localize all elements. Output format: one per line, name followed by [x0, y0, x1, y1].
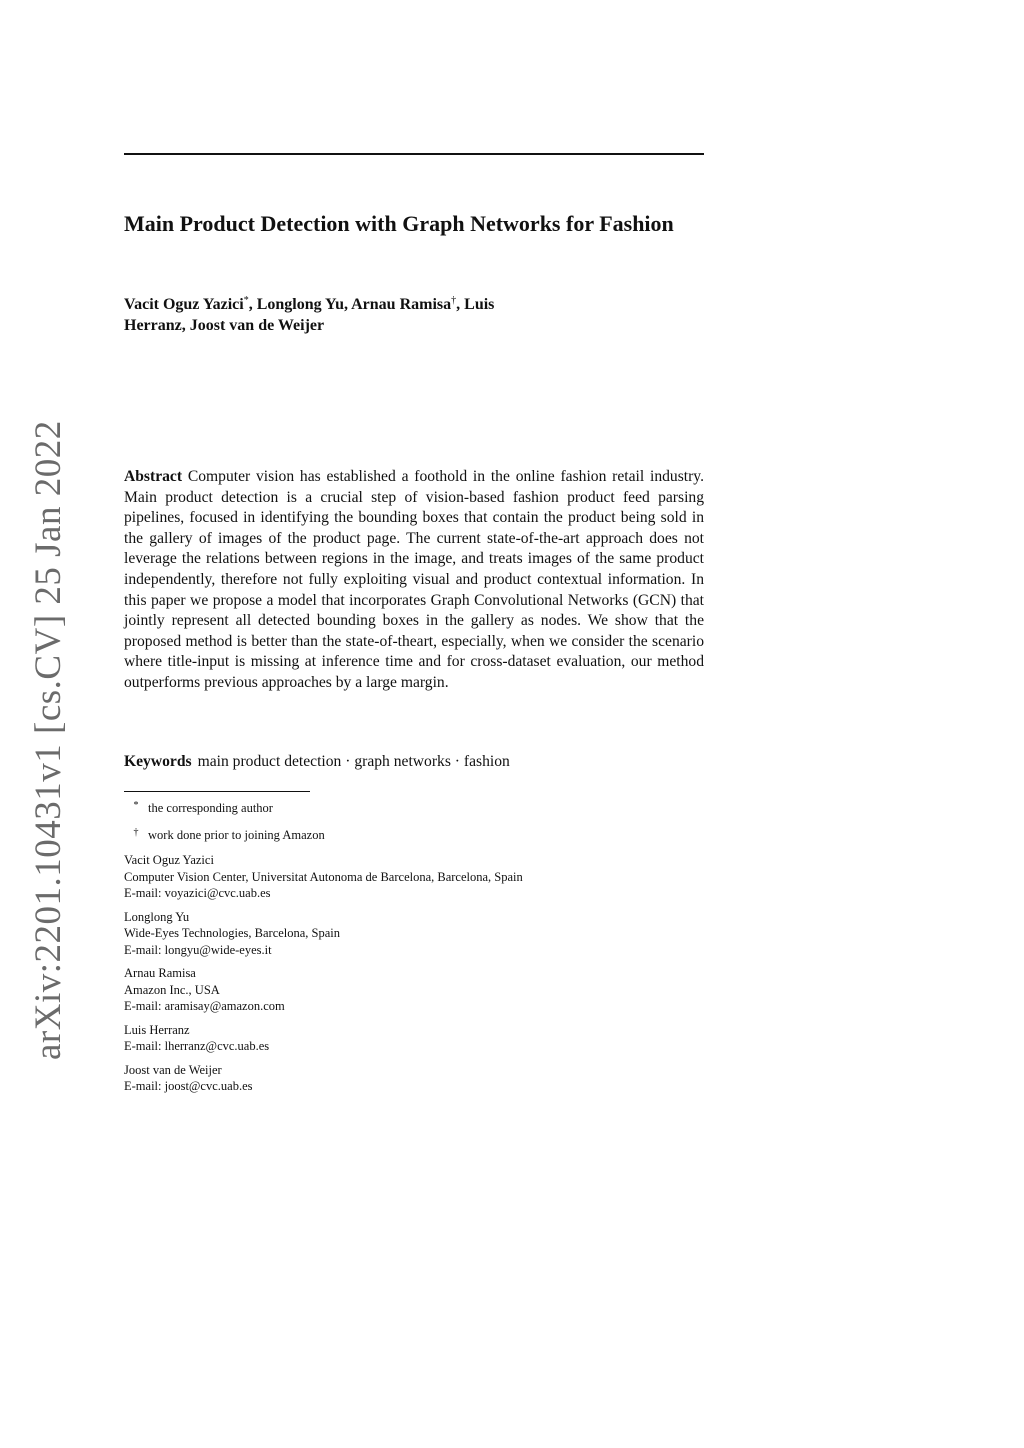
author-name: Longlong Yu: [256, 296, 344, 313]
affiliation-email: E-mail: aramisay@amazon.com: [124, 999, 285, 1013]
abstract-label: Abstract: [124, 468, 183, 485]
footnote-mark: *: [133, 800, 139, 811]
affiliation-org: Computer Vision Center, Universitat Autonoma de Barcelona, Barcelona, Spain: [124, 869, 523, 884]
footnote-rule: [124, 791, 310, 792]
author-footnote-mark: *: [243, 295, 249, 306]
affiliations: [124, 852, 704, 1102]
affiliation-email: E-mail: lherranz@cvc.uab.es: [124, 1039, 270, 1053]
affiliation-org: Amazon Inc., USA: [124, 982, 220, 997]
author-footnote-mark: †: [451, 295, 457, 306]
author-name: Arnau Ramisa: [351, 296, 452, 313]
author-name: Luis Herranz: [124, 296, 495, 334]
affiliation-name: Longlong Yu: [124, 909, 190, 924]
author-list: Vacit Oguz Yazici*, Longlong Yu, Arnau Ramisa†, Luis Herranz, Joost van de Weijer: [124, 295, 495, 334]
header-rule: [124, 153, 704, 155]
footnote-text: work done prior to joining Amazon: [148, 828, 325, 842]
footnote: [124, 798, 684, 816]
abstract-text: Computer vision has established a foothold in the online fashion retail industry. Main product detection is a crucial step of vision-based fashion product feed parsing pipelines, focused in identifying the bounding boxes that contain the product being sold in the gallery of images of the product page. The current state-of-the-art approach does not leverage the relations between regions in the image, and treats images of the same product independently, therefore not fully exploiting visual and product contextual information. In this paper we propose a model that incorporates Graph Convolutional Networks (GCN) that jointly represent all detected bounding boxes in the gallery as nodes. We show that the proposed method is better than the state-of-theart, especially, when we consider the scenario where title-input is missing at inference time and for cross-dataset evaluation, our method outperforms previous approaches by a large margin.: [124, 468, 704, 691]
affiliation-block: [124, 852, 704, 902]
footnote-mark: †: [133, 827, 139, 838]
affiliation-name: Arnau Ramisa: [124, 966, 196, 980]
keywords-text: main product detection · graph networks · fashion: [197, 753, 510, 770]
affiliation-block: [124, 965, 704, 1015]
affiliation-name: Joost van de Weijer: [124, 1062, 222, 1077]
affiliation-block: [124, 909, 704, 959]
affiliation-block: [124, 1062, 704, 1095]
affiliation-email: E-mail: voyazici@cvc.uab.es: [124, 886, 271, 900]
affiliation-email: E-mail: longyu@wide-eyes.it: [124, 942, 272, 957]
affiliation-name: Vacit Oguz Yazici: [124, 853, 214, 867]
affiliation-org: Wide-Eyes Technologies, Barcelona, Spain: [124, 926, 341, 940]
affiliation-email: E-mail: joost@cvc.uab.es: [124, 1079, 253, 1093]
author-name: Vacit Oguz Yazici: [124, 296, 244, 313]
affiliation-block: [124, 1022, 704, 1055]
abstract: [124, 467, 704, 694]
footnote-text: the corresponding author: [148, 801, 273, 815]
arxiv-identifier-stamp: arXiv:2201.10431v1 [cs.CV] 25 Jan 2022: [28, 420, 69, 1060]
author-name: Joost van de Weijer: [189, 317, 325, 334]
keywords-label: Keywords: [124, 753, 192, 770]
paper-title: Main Product Detection with Graph Networks for Fashion: [124, 211, 674, 236]
affiliation-name: Luis Herranz: [124, 1022, 190, 1037]
footnote: [124, 825, 684, 843]
keywords: [124, 752, 704, 772]
